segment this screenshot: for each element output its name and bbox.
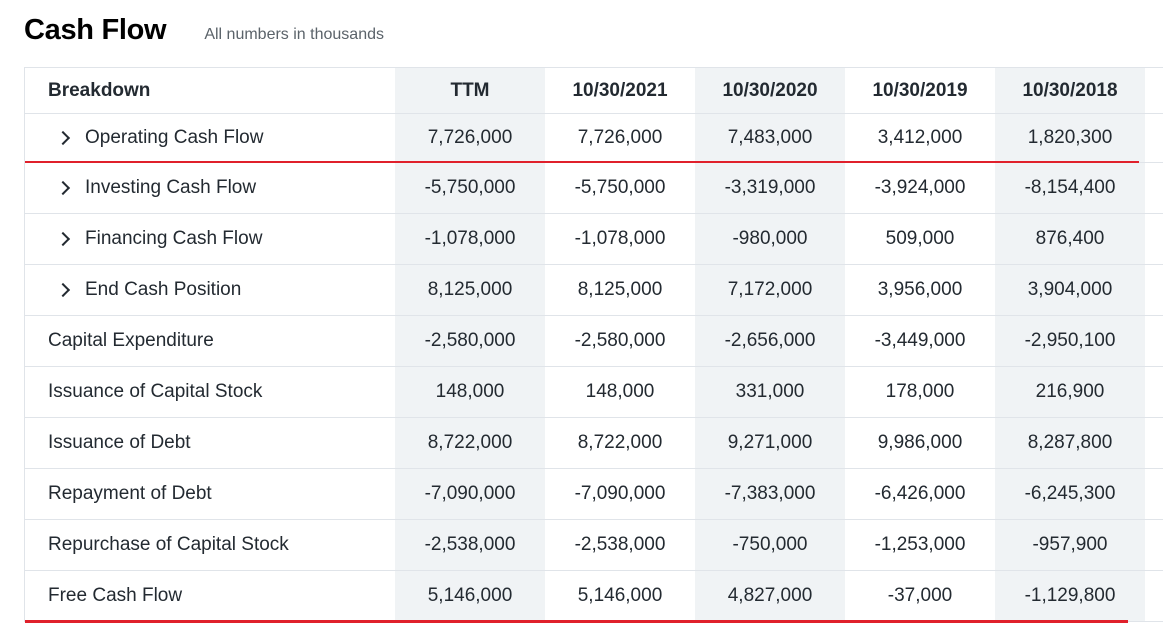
table-cell: 7,172,000 bbox=[695, 265, 845, 315]
table-cell: 178,000 bbox=[845, 367, 995, 417]
table-cell: -2,538,000 bbox=[395, 520, 545, 570]
table-header-row bbox=[25, 68, 1163, 114]
row-label[interactable] bbox=[25, 214, 395, 264]
table-row bbox=[25, 367, 1163, 418]
table-row bbox=[25, 316, 1163, 367]
table-cell: 5,146,000 bbox=[395, 571, 545, 621]
chevron-right-icon[interactable] bbox=[56, 232, 70, 246]
row-label[interactable] bbox=[25, 114, 395, 162]
row-label: Repayment of Debt bbox=[25, 469, 395, 519]
row-label: Repurchase of Capital Stock bbox=[25, 520, 395, 570]
row-label-text: Operating Cash Flow bbox=[85, 127, 264, 148]
table-cell: 3,956,000 bbox=[845, 265, 995, 315]
row-label-text: Financing Cash Flow bbox=[85, 228, 263, 249]
table-cell: 9,271,000 bbox=[695, 418, 845, 468]
table-row bbox=[25, 418, 1163, 469]
table-row[interactable] bbox=[25, 114, 1163, 163]
table-cell: -3,319,000 bbox=[695, 163, 845, 213]
chevron-right-icon[interactable] bbox=[56, 181, 70, 195]
table-cell: -37,000 bbox=[845, 571, 995, 621]
chevron-right-icon[interactable] bbox=[56, 131, 70, 145]
units-note: All numbers in thousands bbox=[204, 26, 384, 43]
table-cell: -7,383,000 bbox=[695, 469, 845, 519]
row-label: Issuance of Debt bbox=[25, 418, 395, 468]
table-cell: 509,000 bbox=[845, 214, 995, 264]
column-header-2020: 10/30/2020 bbox=[695, 68, 845, 113]
table-cell: 8,125,000 bbox=[395, 265, 545, 315]
table-cell: 876,400 bbox=[995, 214, 1145, 264]
table-cell: -2,656,000 bbox=[695, 316, 845, 366]
table-cell: 8,125,000 bbox=[545, 265, 695, 315]
table-cell: -750,000 bbox=[695, 520, 845, 570]
table-row bbox=[25, 520, 1163, 571]
table-cell: -3,449,000 bbox=[845, 316, 995, 366]
table-cell: 8,722,000 bbox=[545, 418, 695, 468]
page-title: Cash Flow bbox=[24, 14, 167, 46]
table-row bbox=[25, 469, 1163, 520]
row-label[interactable] bbox=[25, 265, 395, 315]
table-cell: -1,078,000 bbox=[395, 214, 545, 264]
column-header-ttm: TTM bbox=[395, 68, 545, 113]
table-cell: 3,412,000 bbox=[845, 114, 995, 162]
column-header-breakdown: Breakdown bbox=[25, 68, 395, 113]
table-cell: -7,090,000 bbox=[545, 469, 695, 519]
cash-flow-table bbox=[24, 67, 1163, 622]
column-header-2018: 10/30/2018 bbox=[995, 68, 1145, 113]
row-label-text: Investing Cash Flow bbox=[85, 177, 257, 198]
table-cell: 331,000 bbox=[695, 367, 845, 417]
table-cell: -3,924,000 bbox=[845, 163, 995, 213]
table-cell: -8,154,400 bbox=[995, 163, 1145, 213]
column-header-2021: 10/30/2021 bbox=[545, 68, 695, 113]
table-cell: -1,129,800 bbox=[995, 571, 1145, 621]
table-cell: 8,287,800 bbox=[995, 418, 1145, 468]
table-cell: -2,538,000 bbox=[545, 520, 695, 570]
table-cell: 148,000 bbox=[395, 367, 545, 417]
table-row bbox=[25, 571, 1163, 622]
table-cell: -5,750,000 bbox=[395, 163, 545, 213]
row-label: Free Cash Flow bbox=[25, 571, 395, 621]
table-cell: -2,580,000 bbox=[395, 316, 545, 366]
table-cell: 3,904,000 bbox=[995, 265, 1145, 315]
table-cell: -2,950,100 bbox=[995, 316, 1145, 366]
section-header bbox=[24, 14, 384, 54]
table-row[interactable] bbox=[25, 163, 1163, 214]
table-cell: -6,245,300 bbox=[995, 469, 1145, 519]
table-cell: 5,146,000 bbox=[545, 571, 695, 621]
table-cell: -7,090,000 bbox=[395, 469, 545, 519]
table-row[interactable] bbox=[25, 265, 1163, 316]
table-row[interactable] bbox=[25, 214, 1163, 265]
table-cell: -6,426,000 bbox=[845, 469, 995, 519]
table-cell: -1,078,000 bbox=[545, 214, 695, 264]
table-cell: 8,722,000 bbox=[395, 418, 545, 468]
table-cell: -1,253,000 bbox=[845, 520, 995, 570]
table-cell: 7,726,000 bbox=[395, 114, 545, 162]
table-cell: 7,726,000 bbox=[545, 114, 695, 162]
table-cell: 148,000 bbox=[545, 367, 695, 417]
table-cell: 216,900 bbox=[995, 367, 1145, 417]
table-cell: 1,820,300 bbox=[995, 114, 1145, 162]
row-label-text: End Cash Position bbox=[85, 279, 242, 300]
table-cell: -2,580,000 bbox=[545, 316, 695, 366]
table-cell: 9,986,000 bbox=[845, 418, 995, 468]
chevron-right-icon[interactable] bbox=[56, 283, 70, 297]
table-cell: -957,900 bbox=[995, 520, 1145, 570]
row-label: Issuance of Capital Stock bbox=[25, 367, 395, 417]
row-label: Capital Expenditure bbox=[25, 316, 395, 366]
row-label[interactable] bbox=[25, 163, 395, 213]
table-cell: 4,827,000 bbox=[695, 571, 845, 621]
column-header-2019: 10/30/2019 bbox=[845, 68, 995, 113]
table-cell: 7,483,000 bbox=[695, 114, 845, 162]
table-cell: -980,000 bbox=[695, 214, 845, 264]
table-cell: -5,750,000 bbox=[545, 163, 695, 213]
